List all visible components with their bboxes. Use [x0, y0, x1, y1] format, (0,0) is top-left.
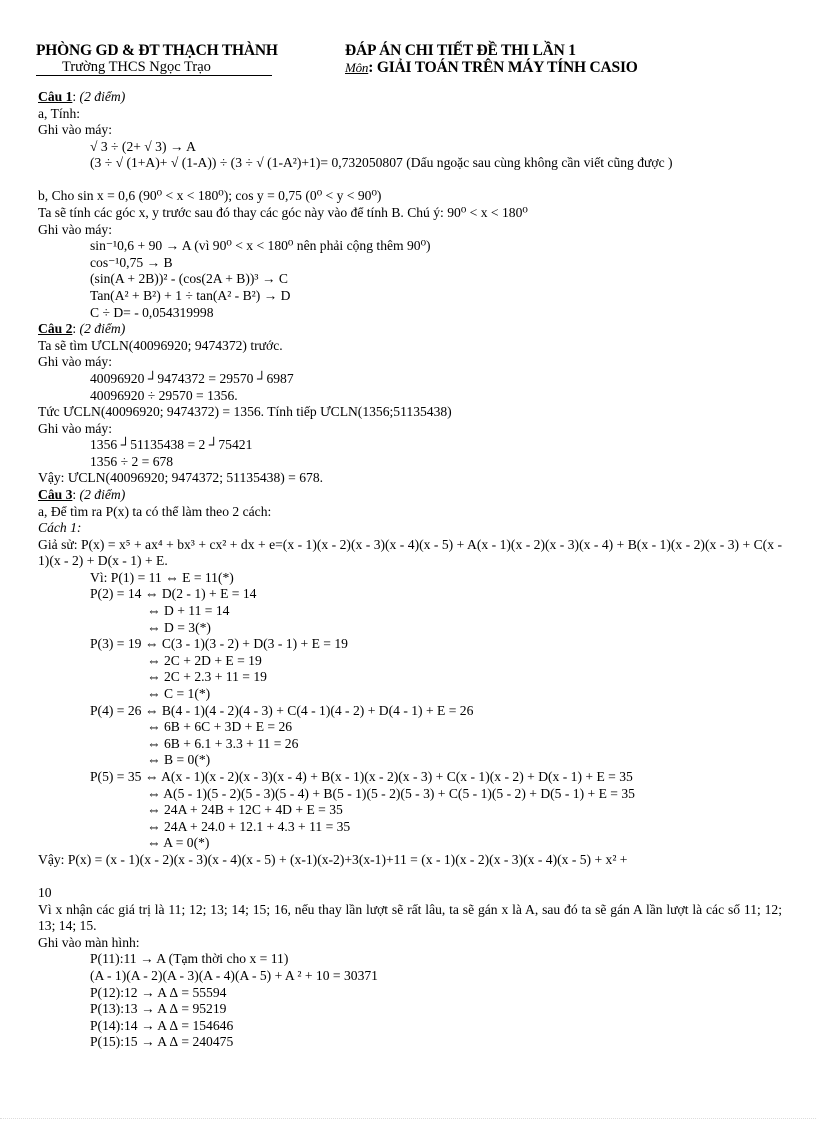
header-right [345, 42, 785, 76]
content-line: ⇔ C = 1(*) [147, 686, 211, 701]
content-line: P(14):14 → A ∆ = 154646 [90, 1017, 234, 1033]
content-line: C ÷ D= - 0,054319998 [90, 304, 214, 320]
content-line: ⇔ 2C + 2D + E = 19 [147, 652, 262, 668]
content-line: (3 ÷ √ (1+A)+ √ (1-A)) ÷ (3 ÷ √ (1-A²)+1)= 0,732050807 (Dấu ngoặc sau cùng không cần viết cũng được ) [90, 155, 673, 171]
content-line: (sin(A + 2B))² - (cos(2A + B))³ → C [90, 271, 288, 287]
content-line: 40096920 ┘9474372 = 29570 ┘6987 [90, 370, 294, 386]
subject-label: Môn [345, 60, 369, 75]
content-line: ⇔ D + 11 = 14 [147, 603, 230, 619]
content-line: Ghi vào máy: [38, 122, 112, 138]
content-line: Ghi vào màn hình: [38, 934, 140, 950]
content-line: Ta sẽ tính các góc x, y trước sau đó thay các góc này vào để tính B. Chú ý: 90⁰ < x < 180⁰ [38, 204, 528, 220]
content-line: P(2) = 14 ⇔ D(2 - 1) + E = 14 [90, 586, 257, 602]
content-line: P(4) = 26 ⇔ B(4 - 1)(4 - 2)(4 - 3) + C(4 - 1)(4 - 2) + D(4 - 1) + E = 26 [90, 702, 474, 718]
content-line: (A - 1)(A - 2)(A - 3)(A - 4)(A - 5) + A ² + 10 = 30371 [90, 967, 378, 983]
content-line: b, Cho sin x = 0,6 (90⁰ < x < 180⁰); cos y = 0,75 (0⁰ < y < 90⁰) [38, 188, 382, 204]
header-left [36, 42, 316, 76]
education-office: PHÒNG GD & ĐT THẠCH THÀNH [36, 42, 278, 59]
content-line: P(12):12 → A ∆ = 55594 [90, 984, 227, 1000]
content-line: 40096920 ÷ 29570 = 1356. [90, 387, 238, 403]
content-line: Vì x nhận các giá trị là 11; 12; 13; 14; 15; 16, nếu thay lần lượt sẽ rất lâu, ta sẽ gán x là A, sau đó ta sẽ gán A lần lượt là các số 11; 12; 13; 14; 15. [38, 901, 782, 934]
content-line: P(11):11 → A (Tạm thời cho x = 11) [90, 951, 289, 967]
content-line: a, Để tìm ra P(x) ta có thể làm theo 2 cách: [38, 503, 272, 519]
content-line: 1356 ÷ 2 = 678 [90, 453, 174, 469]
content-line: Ta sẽ tìm ƯCLN(40096920; 9474372) trước. [38, 337, 283, 353]
content-line: ⇔ 24A + 24.0 + 12.1 + 4.3 + 11 = 35 [147, 818, 351, 834]
content-line: Ghi vào máy: [38, 420, 112, 436]
content-line: a, Tính: [38, 105, 81, 121]
question-label: Câu 2 [38, 321, 73, 337]
content-line: P(5) = 35 ⇔ A(x - 1)(x - 2)(x - 3)(x - 4) + B(x - 1)(x - 2)(x - 3) + C(x - 1)(x - 2) + D(x - 1) + E = 35 [90, 768, 633, 784]
content-line: Giả sử: P(x) = x⁵ + ax⁴ + bx³ + cx² + dx + e=(x - 1)(x - 2)(x - 3)(x - 4)(x - 5) + A(x - 1)(x - 2)(x - 3)(x - 4) + B(x - 1)(x - 2)(x - 3) + C(x - 1)(x - 2) + D(x - 1) + E. [38, 536, 782, 569]
school-name: Trường THCS Ngọc Trạo [36, 59, 272, 76]
document-title: ĐÁP ÁN CHI TIẾT ĐỀ THI LẦN 1 [345, 42, 576, 59]
content-line: 1356 ┘51135438 = 2 ┘75421 [90, 437, 253, 453]
content-line: Vì: P(1) = 11 ⇔ E = 11(*) [90, 569, 234, 585]
content-line: Câu 3: (2 điểm) [38, 487, 126, 503]
content-line: cos⁻¹0,75 → B [90, 254, 173, 270]
content-line: Câu 1: (2 điểm) [38, 89, 126, 104]
page-bottom-rule [0, 1118, 816, 1119]
question-label: Câu 1 [38, 89, 73, 104]
content-line: ⇔ B = 0(*) [147, 752, 211, 768]
content-line: P(15):15 → A ∆ = 240475 [90, 1034, 234, 1050]
content-line: Cách 1: [38, 520, 82, 536]
subject-line [345, 59, 785, 76]
content-line: Câu 2: (2 điểm) [38, 321, 126, 337]
question-label: Câu 3 [38, 487, 73, 503]
content-line: 10 [38, 885, 52, 901]
content-line: Ghi vào máy: [38, 354, 112, 370]
content-line: ⇔ A = 0(*) [147, 835, 210, 851]
content-line: ⇔ D = 3(*) [147, 619, 211, 635]
answer-content [38, 89, 782, 1051]
content-line: ⇔ A(5 - 1)(5 - 2)(5 - 3)(5 - 4) + B(5 - 1)(5 - 2)(5 - 3) + C(5 - 1)(5 - 2) + D(5 - 1) + E = 35 [147, 785, 635, 801]
content-line: Ghi vào máy: [38, 221, 112, 237]
content-line: ⇔ 6B + 6C + 3D + E = 26 [147, 719, 293, 735]
content-line: √ 3 ÷ (2+ √ 3) → A [90, 138, 196, 154]
content-line: P(3) = 19 ⇔ C(3 - 1)(3 - 2) + D(3 - 1) + E = 19 [90, 636, 348, 652]
content-line: Tan(A² + B²) + 1 ÷ tan(A² - B²) → D [90, 287, 291, 303]
content-line [38, 869, 782, 886]
subject-name: : GIẢI TOÁN TRÊN MÁY TÍNH CASIO [368, 59, 638, 76]
content-line: ⇔ 2C + 2.3 + 11 = 19 [147, 669, 267, 685]
content-line: Vậy: P(x) = (x - 1)(x - 2)(x - 3)(x - 4)(x - 5) + (x-1)(x-2)+3(x-1)+11 = (x - 1)(x - 2)(x - 3)(x - 4)(x - 5) + x² + [38, 851, 628, 867]
content-line: Vậy: ƯCLN(40096920; 9474372; 51135438) = 678. [38, 470, 324, 486]
content-line: ⇔ 6B + 6.1 + 3.3 + 11 = 26 [147, 735, 299, 751]
content-line: Tức ƯCLN(40096920; 9474372) = 1356. Tính tiếp ƯCLN(1356;51135438) [38, 404, 452, 420]
content-line: ⇔ 24A + 24B + 12C + 4D + E = 35 [147, 802, 343, 818]
content-line: P(13):13 → A ∆ = 95219 [90, 1001, 227, 1017]
content-line: sin⁻¹0,6 + 90 → A (vì 90⁰ < x < 180⁰ nên phải cộng thêm 90⁰) [90, 238, 431, 254]
